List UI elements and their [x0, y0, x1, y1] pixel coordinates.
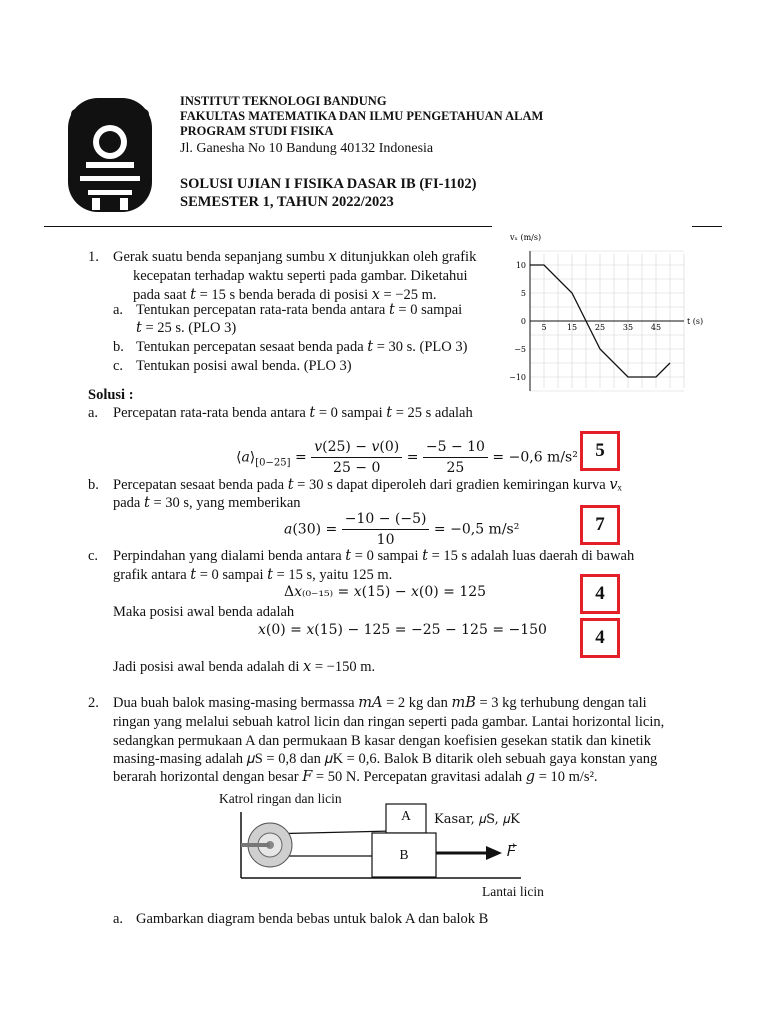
block-b-label: B — [399, 847, 409, 862]
header-divider — [44, 226, 492, 227]
address: Jl. Ganesha No 10 Bandung 40132 Indonesia — [180, 141, 434, 156]
q1a-line1: Tentukan percepatan rata-rata benda antara 𝑡 = 0 sampai — [136, 302, 463, 318]
q2-line4: masing-masing adalah 𝜇S = 0,8 dan 𝜇K = 0,6. Balok B ditarik oleh sebuah gaya konstan yang — [113, 751, 658, 767]
y-axis-label: vₓ (m/s) — [510, 232, 542, 242]
sol-b-frac — [342, 509, 430, 550]
y-tick-label: −10 — [509, 373, 526, 382]
q1-stem-line2: kecepatan terhadap waktu seperti pada gambar. Diketahui — [133, 268, 468, 284]
y-tick-label: −5 — [514, 345, 526, 354]
y-tick-label: 10 — [515, 261, 526, 270]
score-box-a: 5 — [580, 431, 620, 471]
sol-a-result: = −0,6 m/s² — [492, 449, 578, 466]
q1c-label: c. — [113, 358, 124, 374]
q2-line1: Dua buah balok masing-masing bermassa 𝑚𝐴 = 2 kg dan 𝑚𝐵 = 3 kg terhubung dengan tali — [113, 695, 647, 711]
score-box-b: 7 — [580, 505, 620, 545]
x-tick-label: 5 — [541, 323, 547, 332]
sol-a-num1: 𝑣(25) − 𝑣(0) — [311, 437, 402, 458]
sol-a-equation — [236, 437, 578, 478]
y-tick-label: 5 — [520, 289, 526, 298]
floor-label: Lantai licin — [482, 884, 544, 899]
sol-c-eq2: 𝑥(0) = 𝑥(15) − 125 = −25 − 125 = −150 — [258, 622, 547, 638]
q1-stem-line1: Gerak suatu benda sepanjang sumbu 𝑥 ditunjukkan oleh grafik — [113, 249, 477, 265]
q2-line2: ringan yang melalui sebuah katrol licin dan ringan seperti pada gambar. Lantai horizontal licin, — [113, 714, 665, 730]
sol-a-lhs-sub: [0−25] — [255, 457, 291, 469]
sol-c-text3: Maka posisi awal benda adalah — [113, 604, 295, 620]
sol-a-den1: 25 − 0 — [333, 460, 381, 476]
q1b-label: b. — [113, 339, 124, 355]
score-box-c1: 4 — [580, 574, 620, 614]
sol-b-result: = −0,5 m/s² — [433, 521, 520, 538]
y-tick-label: 0 — [520, 317, 526, 326]
velocity-time-chart — [500, 226, 704, 396]
q2-number: 2. — [88, 695, 99, 711]
sol-b-label: b. — [88, 477, 99, 493]
sol-b-text2: pada 𝑡 = 30 s, yang memberikan — [113, 495, 301, 511]
sol-a-text: Percepatan rata-rata benda antara 𝑡 = 0 sampai 𝑡 = 25 s adalah — [113, 405, 473, 421]
sol-a-frac2 — [423, 437, 488, 478]
solusi-heading: Solusi : — [88, 387, 134, 403]
sol-a-lhs: ⟨𝑎⟩ — [236, 449, 256, 466]
sol-c-text2: grafik antara 𝑡 = 0 sampai 𝑡 = 15 s, yaitu 125 m. — [113, 567, 393, 583]
q2-line3: sedangkan permukaan A dan permukaan B kasar dengan koefisien gesekan statik dan kinetik — [113, 733, 651, 749]
sol-c-eq1: Δ𝑥₍₀₋₁₅₎ = 𝑥(15) − 𝑥(0) = 125 — [284, 584, 487, 600]
q1c-text: Tentukan posisi awal benda. (PLO 3) — [136, 358, 352, 374]
x-tick-label: 15 — [566, 323, 578, 332]
sol-a-eq: = — [295, 449, 307, 466]
sol-b-equation — [284, 509, 519, 550]
sol-c-conclusion: Jadi posisi awal benda adalah di 𝑥 = −150 m. — [113, 659, 376, 675]
program-name: PROGRAM STUDI FISIKA — [180, 124, 334, 138]
sol-b-lhs: 𝑎(30) = — [284, 521, 338, 538]
pulley-label: Katrol ringan dan licin — [219, 791, 342, 806]
x-tick-label: 35 — [622, 323, 634, 332]
sol-b-text1: Percepatan sesaat benda pada 𝑡 = 30 s dapat diperoleh dari gradien kemiringan kurva 𝑣ₓ — [113, 477, 622, 493]
force-label: 𝐹⃗ — [507, 842, 516, 860]
faculty-name: FAKULTAS MATEMATIKA DAN ILMU PENGETAHUAN ALAM — [180, 109, 544, 123]
q1-stem-line3: pada saat 𝑡 = 15 s benda berada di posisi 𝑥 = −25 m. — [133, 287, 437, 303]
exam-title: SOLUSI UJIAN I FISIKA DASAR IB (FI-1102) — [180, 176, 477, 192]
score-box-c2: 4 — [580, 618, 620, 658]
x-axis-label: t (s) — [687, 317, 704, 326]
q2-line5: berarah horizontal dengan besar 𝐹 = 50 N. Percepatan gravitasi adalah 𝑔 = 10 m/s². — [113, 769, 598, 785]
sol-c-label: c. — [88, 548, 99, 564]
sol-a-label: a. — [88, 405, 99, 421]
q2a-text: Gambarkan diagram benda bebas untuk balok A dan balok B — [136, 911, 489, 927]
sol-b-num: −10 − (−5) — [342, 509, 430, 530]
rough-label: Kasar, 𝜇S, 𝜇K — [434, 812, 520, 827]
sol-a-frac1 — [311, 437, 402, 478]
sol-a-eq2: = — [406, 449, 419, 466]
q1b-text: Tentukan percepatan sesaat benda pada 𝑡 = 30 s. (PLO 3) — [136, 339, 468, 355]
exam-semester: SEMESTER 1, TAHUN 2022/2023 — [180, 194, 394, 210]
q2a-label: a. — [113, 911, 124, 927]
institute-name: INSTITUT TEKNOLOGI BANDUNG — [180, 94, 387, 108]
x-tick-label: 25 — [594, 323, 606, 332]
sol-c-text1: Perpindahan yang dialami benda antara 𝑡 = 0 sampai 𝑡 = 15 s adalah luas daerah di bawah — [113, 548, 635, 564]
sol-b-den: 10 — [376, 532, 395, 548]
sol-a-num2: −5 − 10 — [423, 437, 488, 458]
itb-logo — [58, 94, 162, 216]
q1-number: 1. — [88, 249, 99, 265]
q1a-line2: 𝑡 = 25 s. (PLO 3) — [136, 320, 237, 336]
sol-a-den2: 25 — [446, 460, 465, 476]
block-a-label: A — [401, 808, 411, 823]
q1a-label: a. — [113, 302, 124, 318]
x-tick-label: 45 — [650, 323, 662, 332]
